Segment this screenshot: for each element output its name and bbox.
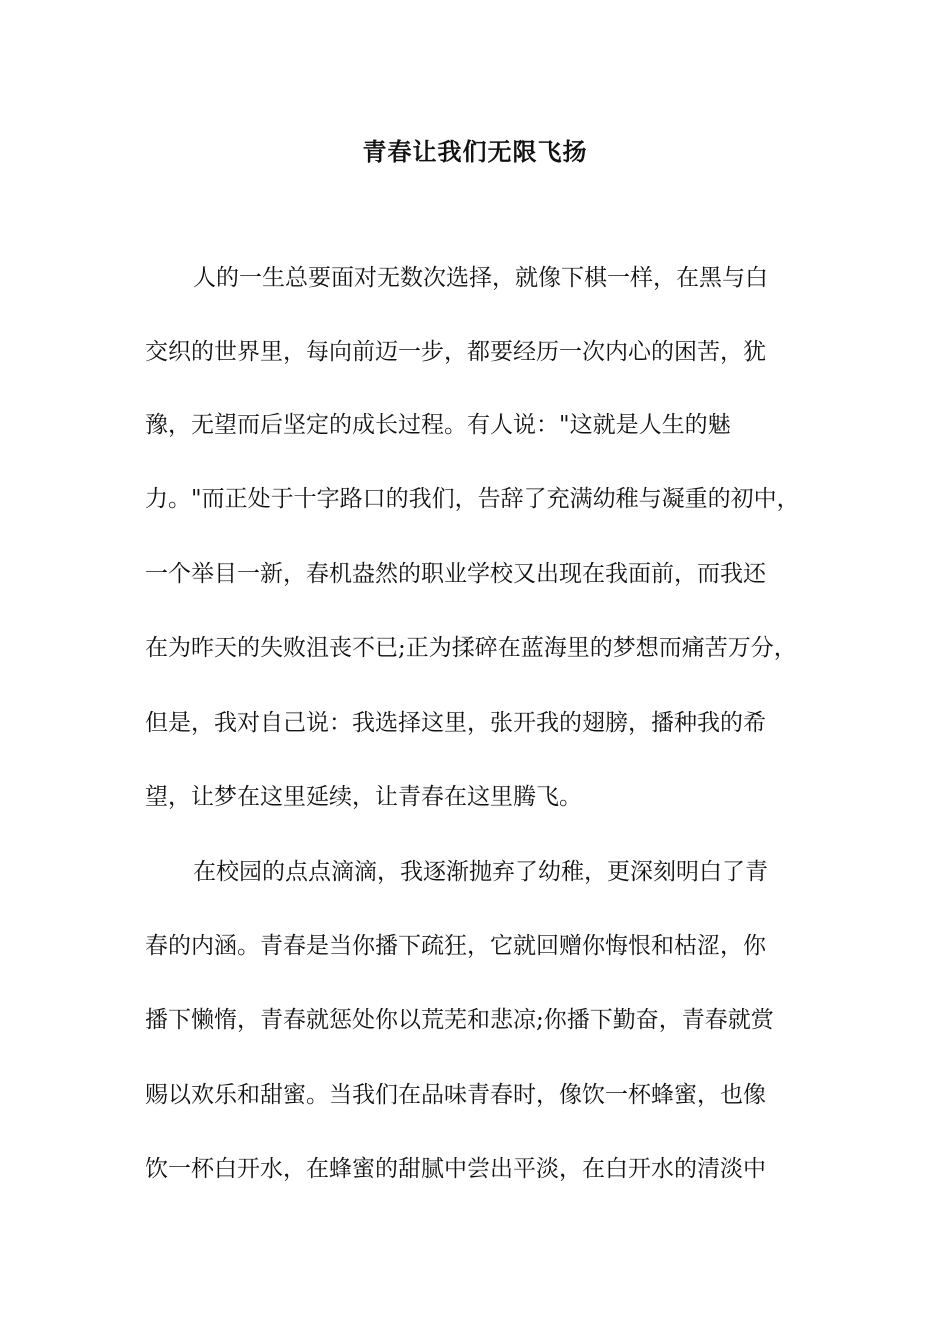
paragraph-1-line-3: 豫，无望而后坚定的成长过程。有人说："这就是人生的魅 [145,412,731,438]
paragraph-1-line-8: 望，让梦在这里延续，让青春在这里腾飞。 [145,784,582,810]
paragraph-1-line-5: 一个举目一新，春机盎然的职业学校又出现在我面前，而我还 [145,561,766,587]
paragraph-2-line-2: 春的内涵。青春是当你播下疏狂，它就回赠你悔恨和枯涩，你 [145,933,766,959]
paragraph-2-line-3: 播下懒惰，青春就惩处你以荒芜和悲凉;你播下勤奋，青春就赏 [145,1007,774,1033]
paragraph-2-line-5: 饮一杯白开水，在蜂蜜的甜腻中尝出平淡，在白开水的清淡中 [145,1156,766,1182]
paragraph-1-line-4: 力。"而正处于十字路口的我们，告辞了充满幼稚与凝重的初中， [145,486,800,512]
document-title: 青春让我们无限飞扬 [362,137,588,166]
paragraph-1-line-1: 人的一生总要面对无数次选择，就像下棋一样，在黑与白 [193,265,768,291]
paragraph-2-line-1: 在校园的点点滴滴，我逐渐抛弃了幼稚，更深刻明白了青 [193,859,768,885]
paragraph-1-line-7: 但是，我对自己说：我选择这里，张开我的翅膀，播种我的希 [145,710,766,736]
paragraph-1-line-2: 交织的世界里，每向前迈一步，都要经历一次内心的困苦，犹 [145,339,766,365]
paragraph-1-line-6: 在为昨天的失败沮丧不已;正为揉碎在蓝海里的梦想而痛苦万分， [145,635,797,661]
paragraph-2-line-4: 赐以欢乐和甜蜜。当我们在品味青春时，像饮一杯蜂蜜，也像 [145,1082,766,1108]
